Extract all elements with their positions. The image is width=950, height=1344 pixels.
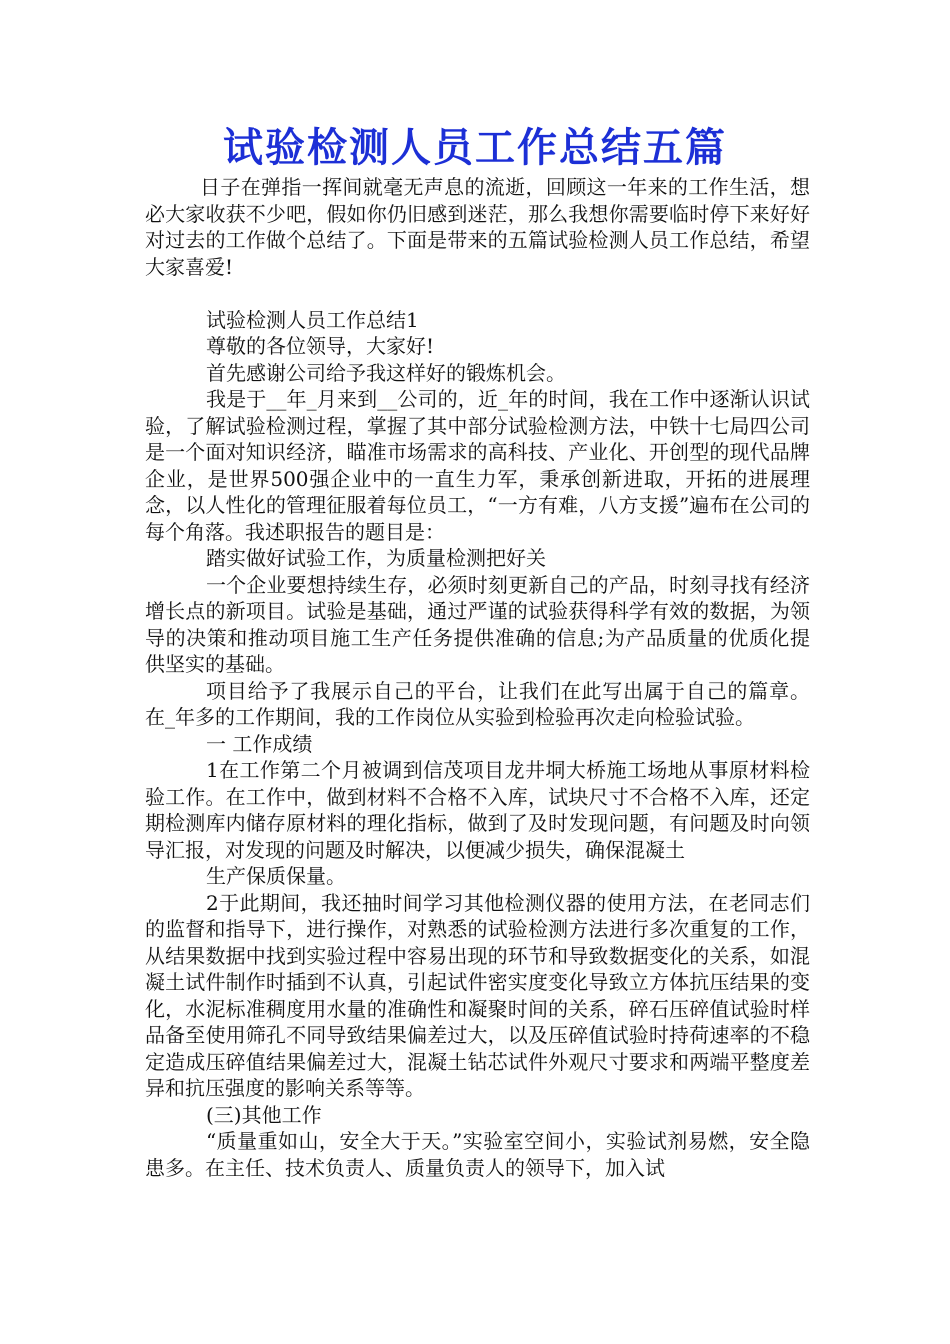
paragraph: (三)其他工作 [206, 1102, 322, 1127]
paragraph: 生产保质保量。 [206, 864, 346, 888]
paragraph: 项目给予了我展示自己的平台，让我们在此写出属于自己的篇章。 在_年多的工作期间，我的工作岗位从实验到检验再次走向检验试验。 [145, 678, 810, 729]
paragraph: 1在工作第二个月被调到信茂项目龙井垌大桥施工场地从事原材料检验工作。在工作中，做到材料不合格不入库，试块尺寸不合格不入库，还定期检测库内储存原材料的理化指标，做到了及时发现问题，有问题及时向领导汇报，对发现的问题及时解决，以便减少损失，确保混凝土 [145, 758, 810, 862]
paragraph: 一 工作成绩 [206, 731, 313, 756]
paragraph: 日子在弹指一挥间就毫无声息的流逝，回顾这一年来的工作生活，想必大家收获不少吧，假如你仍旧感到迷茫，那么我想你需要临时停下来好好对过去的工作做个总结了。下面是带来的五篇试验检测人员工作总结，希望大家喜爱! [145, 175, 810, 279]
paragraph: 尊敬的各位领导，大家好! [206, 334, 435, 358]
paragraph: “质量重如山，安全大于天。”实验室空间小，实验试剂易燃，安全隐患多。在主任、技术负责人、质量负责人的领导下，加入试 [145, 1129, 810, 1180]
paragraph: 试验检测人员工作总结1 [206, 307, 419, 332]
paragraph-spacer [145, 280, 810, 307]
paragraph: 首先感谢公司给予我这样好的锻炼机会。 [206, 360, 566, 385]
paragraph: 我是于__年_月来到__公司的，近_年的时间，我在工作中逐渐认识试验，了解试验检测过程，掌握了其中部分试验检测方法，中铁十七局四公司是一个面对知识经济，瞄准市场需求的高科技、产业化、开创型的现代品牌企业，是世界500强企业中的一直生力军，秉承创新进取，开拓的进展理念，以人性化的管理征服着每位员工，“一方有难，八方支援”遍布在公司的每个角落。我述职报告的题目是： [145, 387, 810, 544]
document-title: 试验检测人员工作总结五篇 [223, 125, 727, 171]
paragraph: 2于此期间，我还抽时间学习其他检测仪器的使用方法，在老同志们的监督和指导下，进行操作，对熟悉的试验检测方法进行多次重复的工作，从结果数据中找到实验过程中容易出现的环节和导致数据变化的关系，如混凝土试件制作时插到不认真，引起试件密实度变化导致立方体抗压结果的变化，水泥标准稠度用水量的准确性和凝聚时间的关系，碎石压碎值试验时样品备至使用筛孔不同导致结果偏差过大，以及压碎值试验时持荷速率的不稳定造成压碎值结果偏差过大，混凝土钻芯试件外观尺寸要求和两端平整度差异和抗压强度的影响关系等等。 [145, 890, 810, 1100]
document-body [145, 174, 810, 1181]
paragraph: 踏实做好试验工作，为质量检测把好关 [206, 546, 546, 570]
paragraph: 一个企业要想持续生存，必须时刻更新自己的产品，时刻寻找有经济增长点的新项目。试验是基础，通过严谨的试验获得科学有效的数据，为领导的决策和推动项目施工生产任务提供准确的信息;为产品质量的优质化提供坚实的基础。 [145, 572, 810, 676]
